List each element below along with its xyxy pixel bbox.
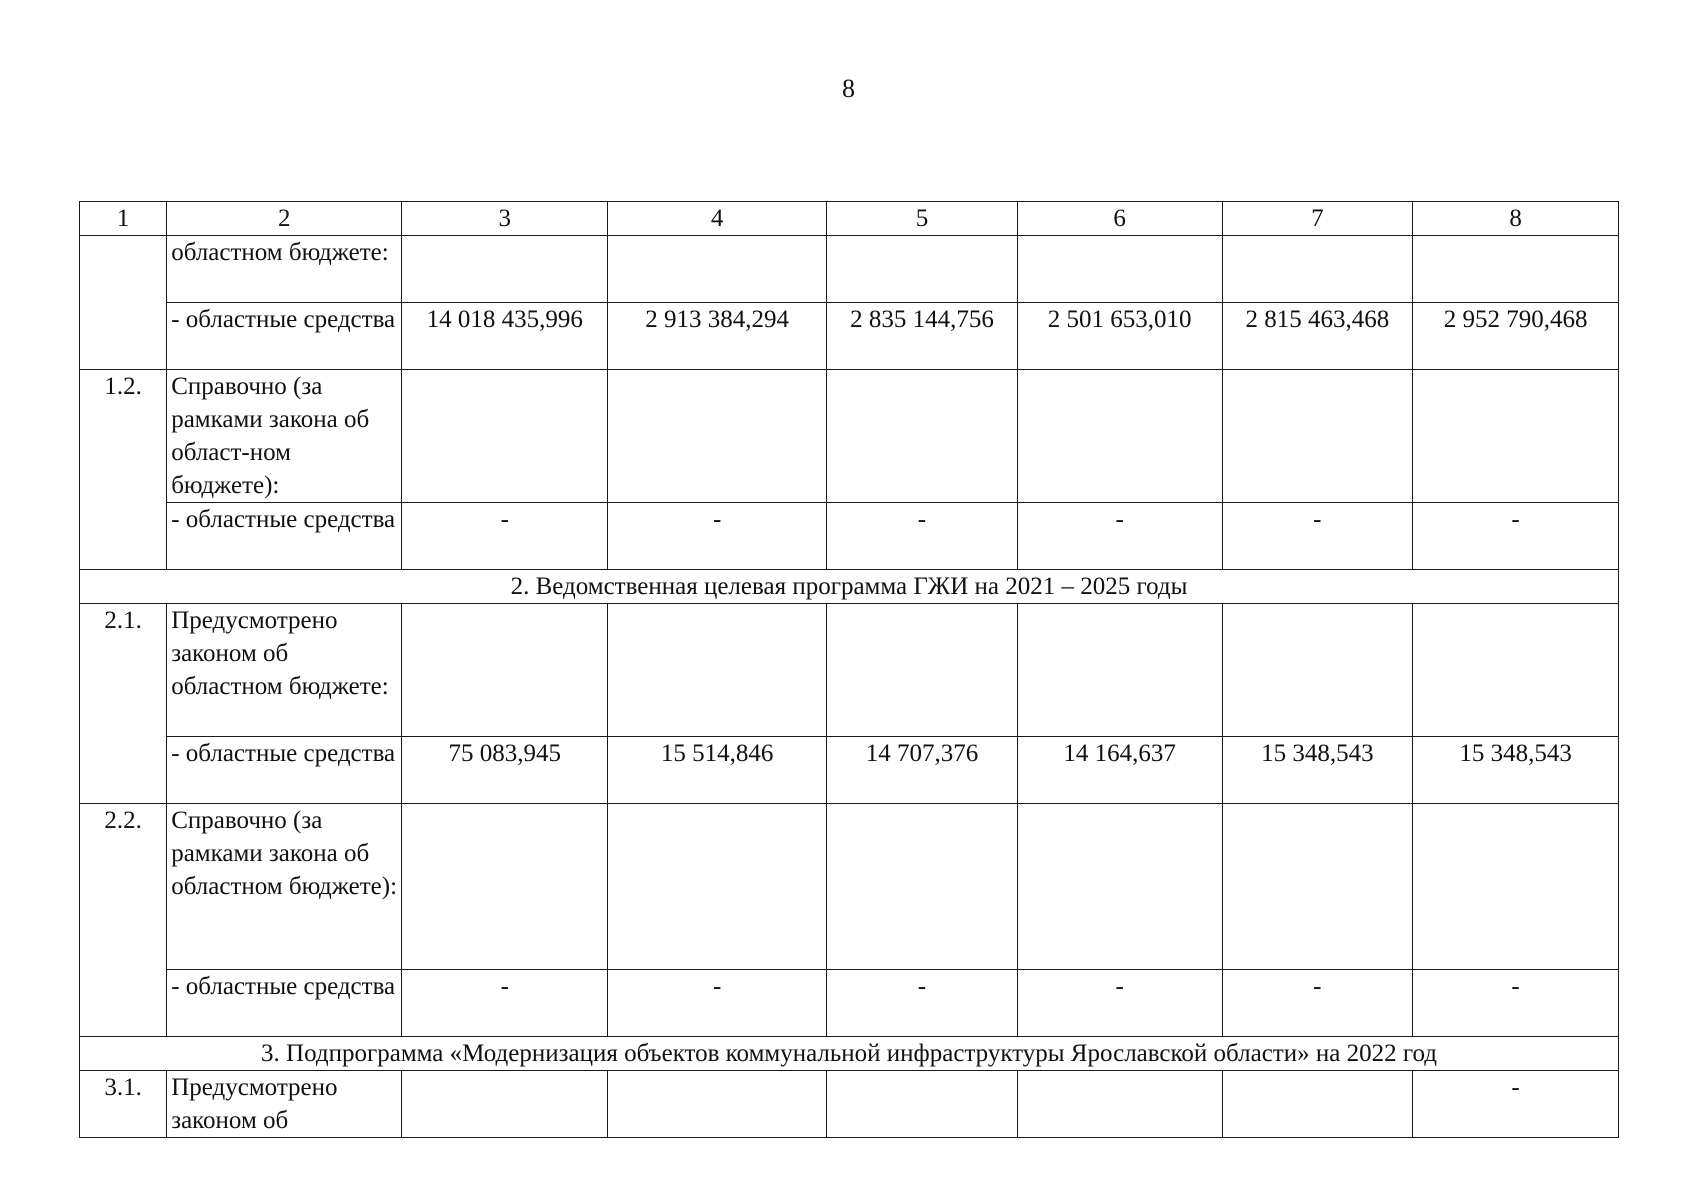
value-cell: 14 164,637 — [1017, 737, 1222, 804]
row-description: Справочно (за рамками закона об областном бюджете): — [167, 804, 402, 970]
row-index: 2.2. — [80, 804, 167, 1037]
header-cell: 8 — [1413, 202, 1619, 236]
value-cell — [402, 604, 608, 737]
value-cell — [1017, 370, 1222, 503]
value-cell: 2 501 653,010 — [1017, 303, 1222, 370]
table-row — [80, 503, 1619, 570]
row-description: - областные средства — [167, 737, 402, 804]
value-cell — [608, 236, 827, 303]
value-cell: 15 348,543 — [1222, 737, 1413, 804]
value-cell — [1017, 1071, 1222, 1138]
section-row — [80, 570, 1619, 604]
value-cell — [827, 1071, 1018, 1138]
value-cell — [827, 804, 1018, 970]
header-cell: 2 — [167, 202, 402, 236]
value-cell — [1222, 804, 1413, 970]
row-description: - областные средства — [167, 303, 402, 370]
value-cell: 15 514,846 — [608, 737, 827, 804]
row-description: областном бюджете: — [167, 236, 402, 303]
value-cell: - — [827, 503, 1018, 570]
value-cell: 2 835 144,756 — [827, 303, 1018, 370]
value-cell — [827, 604, 1018, 737]
header-cell: 1 — [80, 202, 167, 236]
value-cell: 15 348,543 — [1413, 737, 1619, 804]
value-cell: 75 083,945 — [402, 737, 608, 804]
value-cell — [1413, 604, 1619, 737]
table-row — [80, 1071, 1619, 1138]
value-cell: - — [608, 970, 827, 1037]
row-description: - областные средства — [167, 503, 402, 570]
section-row — [80, 1037, 1619, 1071]
value-cell — [1017, 236, 1222, 303]
value-cell: - — [402, 503, 608, 570]
table-row — [80, 370, 1619, 503]
value-cell: - — [608, 503, 827, 570]
value-cell — [1017, 604, 1222, 737]
value-cell: - — [1413, 970, 1619, 1037]
value-cell — [402, 804, 608, 970]
value-cell — [1222, 236, 1413, 303]
value-cell: 14 018 435,996 — [402, 303, 608, 370]
value-cell: - — [1017, 503, 1222, 570]
value-cell — [1222, 1071, 1413, 1138]
value-cell — [827, 236, 1018, 303]
value-cell — [608, 604, 827, 737]
value-cell — [402, 1071, 608, 1138]
value-cell — [1222, 370, 1413, 503]
value-cell — [1413, 804, 1619, 970]
row-description: Предусмотрено законом об областном бюджете: — [167, 604, 402, 737]
header-cell: 3 — [402, 202, 608, 236]
value-cell: 2 815 463,468 — [1222, 303, 1413, 370]
value-cell — [402, 370, 608, 503]
table-row — [80, 970, 1619, 1037]
value-cell — [608, 804, 827, 970]
header-cell: 7 — [1222, 202, 1413, 236]
row-description: Справочно (за рамками закона об област-ном бюджете): — [167, 370, 402, 503]
header-cell: 4 — [608, 202, 827, 236]
page-number: 8 — [842, 74, 855, 103]
row-index: 3.1. — [80, 1071, 167, 1138]
section-title: 2. Ведомственная целевая программа ГЖИ на 2021 – 2025 годы — [80, 570, 1619, 604]
table-row — [80, 604, 1619, 737]
value-cell — [1017, 804, 1222, 970]
header-cell: 5 — [827, 202, 1018, 236]
value-cell: 2 913 384,294 — [608, 303, 827, 370]
value-cell — [402, 236, 608, 303]
value-cell — [827, 370, 1018, 503]
row-description: Предусмотрено законом об — [167, 1071, 402, 1138]
value-cell — [1222, 604, 1413, 737]
table-row — [80, 236, 1619, 303]
value-cell — [608, 1071, 827, 1138]
value-cell — [608, 370, 827, 503]
value-cell: 14 707,376 — [827, 737, 1018, 804]
row-index: 1.2. — [80, 370, 167, 570]
table-row — [80, 303, 1619, 370]
row-index — [80, 236, 167, 370]
header-cell: 6 — [1017, 202, 1222, 236]
value-cell: - — [827, 970, 1018, 1037]
row-description: - областные средства — [167, 970, 402, 1037]
value-cell: - — [1413, 503, 1619, 570]
value-cell — [1413, 236, 1619, 303]
section-title: 3. Подпрограмма «Модернизация объектов коммунальной инфраструктуры Ярославской области» на 2022 год — [80, 1037, 1619, 1071]
value-cell: - — [1222, 503, 1413, 570]
value-cell: - — [402, 970, 608, 1037]
value-cell: - — [1017, 970, 1222, 1037]
value-cell: - — [1222, 970, 1413, 1037]
value-cell — [1413, 370, 1619, 503]
table-row — [80, 737, 1619, 804]
value-cell: 2 952 790,468 — [1413, 303, 1619, 370]
budget-table — [79, 201, 1619, 1138]
header-row — [80, 202, 1619, 236]
row-index: 2.1. — [80, 604, 167, 804]
table-row — [80, 804, 1619, 970]
value-cell: - — [1413, 1071, 1619, 1138]
